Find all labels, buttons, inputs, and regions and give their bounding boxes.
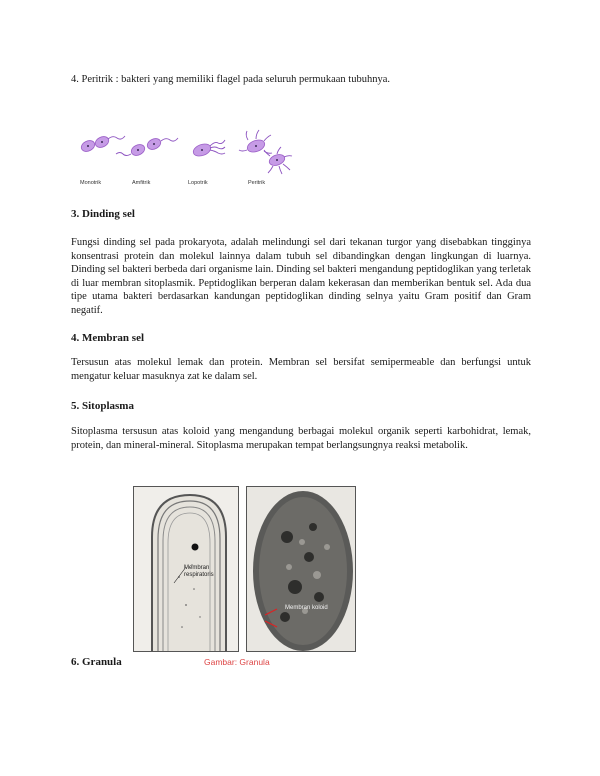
micrograph-left: [133, 486, 239, 652]
heading-dinding-sel: 3. Dinding sel: [71, 208, 135, 220]
figure-caption-granula: Gambar: Granula: [204, 657, 270, 667]
paragraph-sitoplasma: Sitoplasma tersusun atas koloid yang mengandung berbagai molekul organik seperti karbohidrat, lemak, protein, dan mineral-mineral. Sitoplasma merupakan tempat berlangsungnya reaksi metabolik.: [71, 426, 531, 451]
heading-granula: 6. Granula: [71, 656, 122, 668]
label-monotrik: Monotrik: [80, 180, 102, 186]
bacterium-micrograph-right: [247, 487, 355, 651]
micrograph-right: [246, 486, 356, 652]
flagella-illustration: [76, 124, 316, 184]
heading-sitoplasma: 5. Sitoplasma: [71, 400, 134, 412]
label-membran-koloid: Membran koloid: [285, 605, 328, 611]
label-peritrik: Peritrik: [248, 180, 266, 186]
label-lopotrik: Lopotrik: [188, 180, 208, 186]
paragraph-membran-sel: Tersusun atas molekul lemak dan protein. Membran sel bersifat semipermeable dan berfungsi untuk mengatur keluar masuknya zat ke dalam sel.: [71, 357, 531, 382]
label-membran-respiratoris: Membran respiratoris: [184, 565, 214, 578]
peritrik-definition: 4. Peritrik : bakteri yang memiliki flagel pada seluruh permukaan tubuhnya.: [71, 74, 390, 85]
label-amfitrik: Amfitrik: [132, 180, 151, 186]
heading-membran-sel: 4. Membran sel: [71, 332, 145, 344]
paragraph-dinding-sel: Fungsi dinding sel pada prokaryota, adalah melindungi sel dari tekanan turgor yang disebabkan tingginya konsentrasi protein dan molekul lainnya dalam tubuh sel dibandingkan dengan lingkungan di luarnya. Dinding sel bakteri berbeda dari organisme lain. Dinding sel bakteri mengandung peptidoglikan yang terletak di luar membran sitoplasmik. Peptidoglikan berperan dalam kekerasan dan memberikan bentuk sel. Ada dua tipe utama bakteri berdasarkan kandungan peptidoglikan dinding selnya yaitu Gram positif dan Gram negatif.: [71, 237, 531, 316]
flagella-types-figure: [76, 124, 316, 192]
